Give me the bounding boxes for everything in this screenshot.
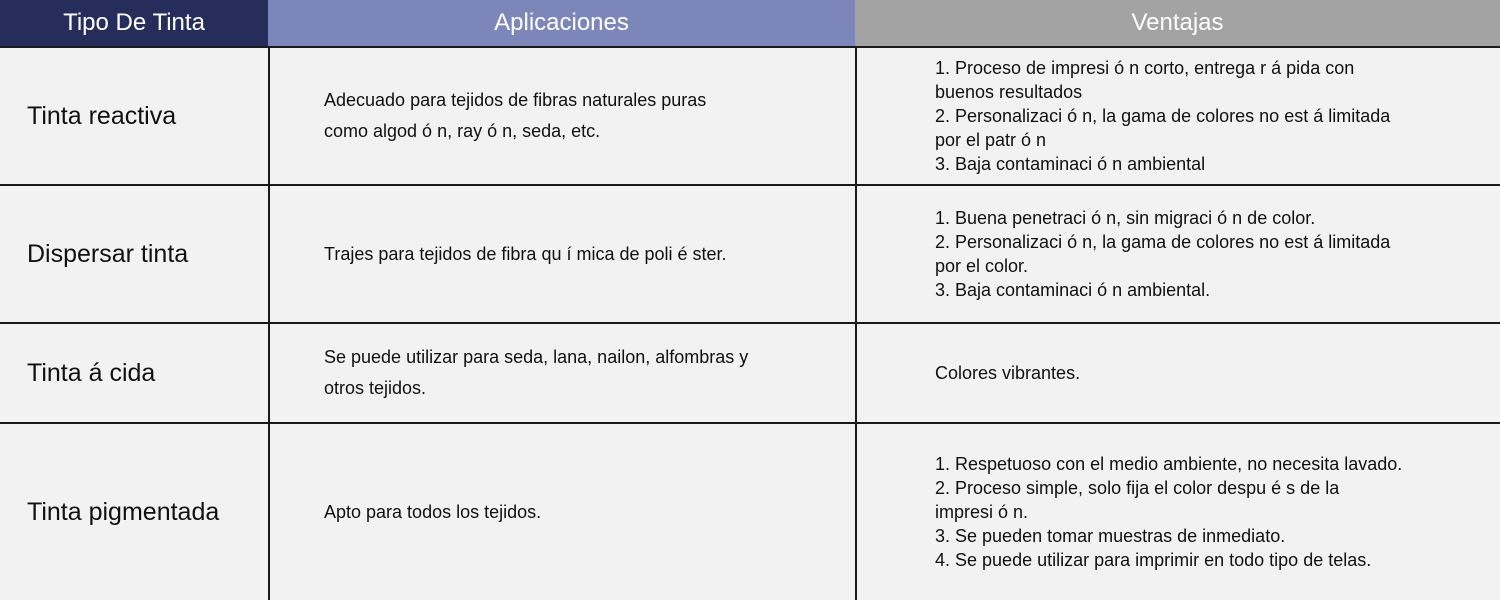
- ink-type-cell: [0, 422, 268, 600]
- advantages-text: 1. Buena penetraci ó n, sin migraci ó n de color. 2. Personalizaci ó n, la gama de colores no est á limitada por el color. 3. Baja contaminaci ó n ambiental.: [935, 208, 1391, 300]
- ink-type-label: Dispersar tinta: [27, 239, 189, 268]
- advantages-text: Colores vibrantes.: [935, 363, 1081, 383]
- applications-cell: [268, 184, 855, 322]
- header-applications: Aplicaciones: [268, 0, 855, 46]
- applications-cell: [268, 322, 855, 422]
- ink-type-label: Tinta pigmentada: [27, 497, 220, 526]
- applications-cell: [268, 46, 855, 184]
- applications-text: Se puede utilizar para seda, lana, nailon, alfombras y otros tejidos.: [324, 347, 749, 398]
- advantages-cell: [855, 422, 1500, 600]
- advantages-cell: [855, 46, 1500, 184]
- header-ink-type: Tipo De Tinta: [0, 0, 268, 46]
- advantages-text: 1. Respetuoso con el medio ambiente, no necesita lavado. 2. Proceso simple, solo fija el color despu é s de la impresi ó n. 3. Se pueden tomar muestras de inmediato. 4. Se puede utilizar para imprimir en todo tipo de telas.: [935, 454, 1403, 570]
- ink-type-label: Tinta á cida: [27, 358, 156, 387]
- applications-text: Apto para todos los tejidos.: [324, 501, 542, 522]
- header-advantages: Ventajas: [855, 0, 1500, 46]
- ink-type-cell: [0, 322, 268, 422]
- ink-type-cell: [0, 46, 268, 184]
- advantages-cell: [855, 184, 1500, 322]
- applications-cell: [268, 422, 855, 600]
- ink-type-label: Tinta reactiva: [27, 101, 177, 130]
- applications-text: Trajes para tejidos de fibra qu í mica de poli é ster.: [324, 243, 727, 264]
- ink-type-cell: [0, 184, 268, 322]
- applications-text: Adecuado para tejidos de fibras naturales puras como algod ó n, ray ó n, seda, etc.: [324, 90, 707, 141]
- advantages-text: 1. Proceso de impresi ó n corto, entrega r á pida con buenos resultados 2. Personalizaci ó n, la gama de colores no est á limitada por el patr ó n 3. Baja contaminaci ó n ambiental: [935, 58, 1391, 174]
- advantages-cell: [855, 322, 1500, 422]
